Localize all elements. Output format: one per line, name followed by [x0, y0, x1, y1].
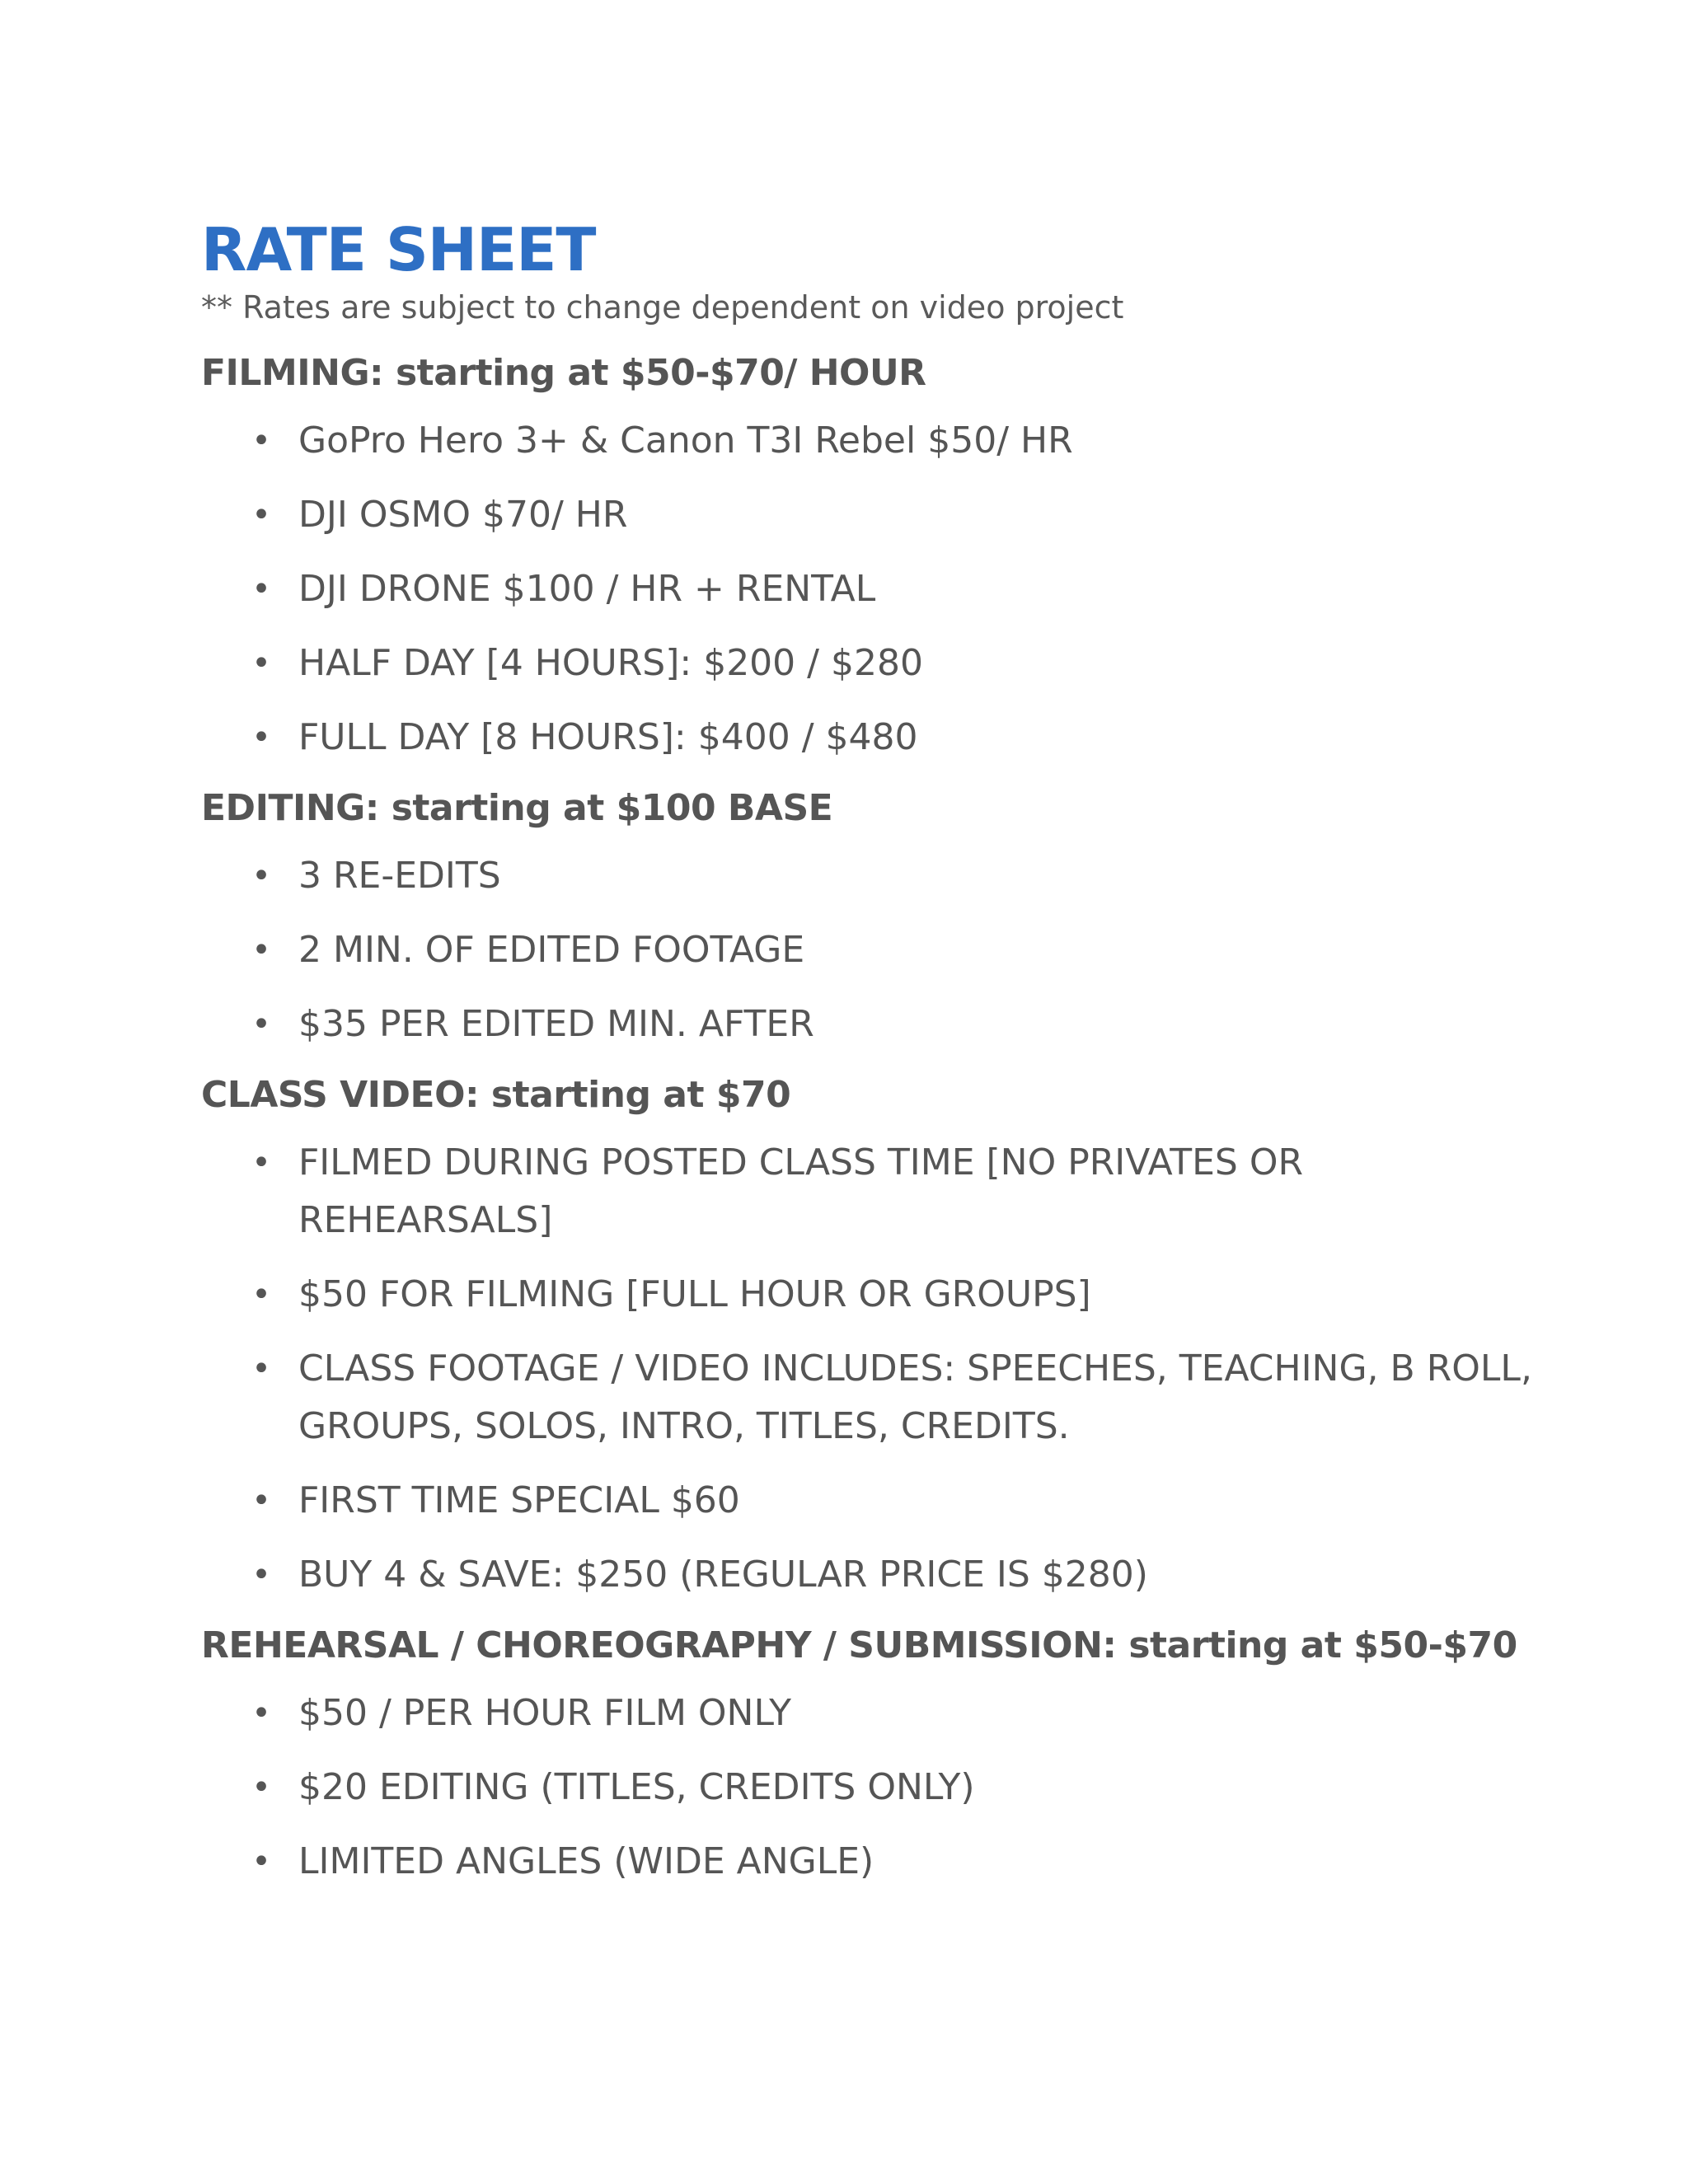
list-item-text: GoPro Hero 3+ & Canon T3I Rebel $50/ HR — [298, 419, 1073, 462]
bullet-icon: • — [251, 570, 271, 608]
bullet-icon: • — [251, 1556, 271, 1594]
bullet-icon: • — [251, 1482, 271, 1520]
section-heading-filming: FILMING: starting at $50-$70/ HOUR — [201, 352, 926, 394]
bullet-icon: • — [251, 644, 271, 682]
rehearsal-list — [201, 1685, 1688, 1891]
list-item-text: 3 RE-EDITS — [298, 855, 501, 897]
page-subtitle: ** Rates are subject to change dependent on video project — [201, 289, 1124, 326]
list-item — [201, 921, 1568, 979]
list-item — [201, 709, 1568, 766]
list-item — [201, 1134, 1568, 1249]
bullet-icon: • — [251, 422, 271, 460]
list-item-text: HALF DAY [4 HOURS]: $200 / $280 — [298, 642, 923, 684]
list-item — [201, 996, 1568, 1053]
bullet-icon: • — [251, 931, 271, 969]
bullet-icon: • — [251, 1350, 271, 1388]
list-item-text: FIRST TIME SPECIAL $60 — [298, 1479, 740, 1521]
list-item — [201, 847, 1568, 905]
bullet-icon: • — [251, 1005, 271, 1043]
list-item-text: BUY 4 & SAVE: $250 (REGULAR PRICE IS $280) — [298, 1554, 1148, 1596]
list-item — [201, 1759, 1568, 1816]
list-item — [201, 1546, 1568, 1604]
bullet-icon: • — [251, 1144, 271, 1182]
list-item — [201, 486, 1568, 544]
list-item-text: $20 EDITING (TITLES, CREDITS ONLY) — [298, 1766, 975, 1808]
list-item-text: CLASS FOOTAGE / VIDEO INCLUDES: SPEECHES, TEACHING, B ROLL, GROUPS, SOLOS, INTRO, TITLES, CREDITS. — [298, 1347, 1532, 1447]
bullet-icon: • — [251, 496, 271, 534]
section-heading-class-video: CLASS VIDEO: starting at $70 — [201, 1074, 791, 1116]
bullet-icon: • — [251, 1276, 271, 1314]
page-title: RATE SHEET — [201, 215, 596, 284]
list-item — [201, 560, 1568, 618]
bullet-icon: • — [251, 719, 271, 757]
list-item — [201, 1472, 1568, 1530]
list-item — [201, 1833, 1568, 1891]
list-item — [201, 1685, 1568, 1742]
list-item — [201, 412, 1568, 470]
section-heading-editing: EDITING: starting at $100 BASE — [201, 787, 833, 829]
list-item — [201, 635, 1568, 692]
list-item-text: DJI DRONE $100 / HR + RENTAL — [298, 568, 876, 610]
list-item-text: LIMITED ANGLES (WIDE ANGLE) — [298, 1840, 874, 1882]
section-heading-rehearsal: REHEARSAL / CHOREOGRAPHY / SUBMISSION: starting at $50-$70 — [201, 1624, 1517, 1666]
list-item-text: FILMED DURING POSTED CLASS TIME [NO PRIVATES OR REHEARSALS] — [298, 1141, 1304, 1241]
list-item-text: $35 PER EDITED MIN. AFTER — [298, 1003, 814, 1045]
list-item — [201, 1266, 1568, 1324]
list-item-text: FULL DAY [8 HOURS]: $400 / $480 — [298, 716, 918, 758]
list-item — [201, 1340, 1568, 1455]
list-item-text: $50 FOR FILMING [FULL HOUR OR GROUPS] — [298, 1273, 1091, 1315]
list-item-text: 2 MIN. OF EDITED FOOTAGE — [298, 929, 805, 971]
bullet-icon: • — [251, 1769, 271, 1807]
editing-list — [201, 847, 1688, 1053]
filming-list — [201, 412, 1688, 766]
class-video-list — [201, 1134, 1688, 1604]
bullet-icon: • — [251, 1694, 271, 1732]
list-item-text: DJI OSMO $70/ HR — [298, 494, 628, 536]
list-item-text: $50 / PER HOUR FILM ONLY — [298, 1692, 791, 1734]
bullet-icon: • — [251, 1843, 271, 1881]
bullet-icon: • — [251, 857, 271, 895]
